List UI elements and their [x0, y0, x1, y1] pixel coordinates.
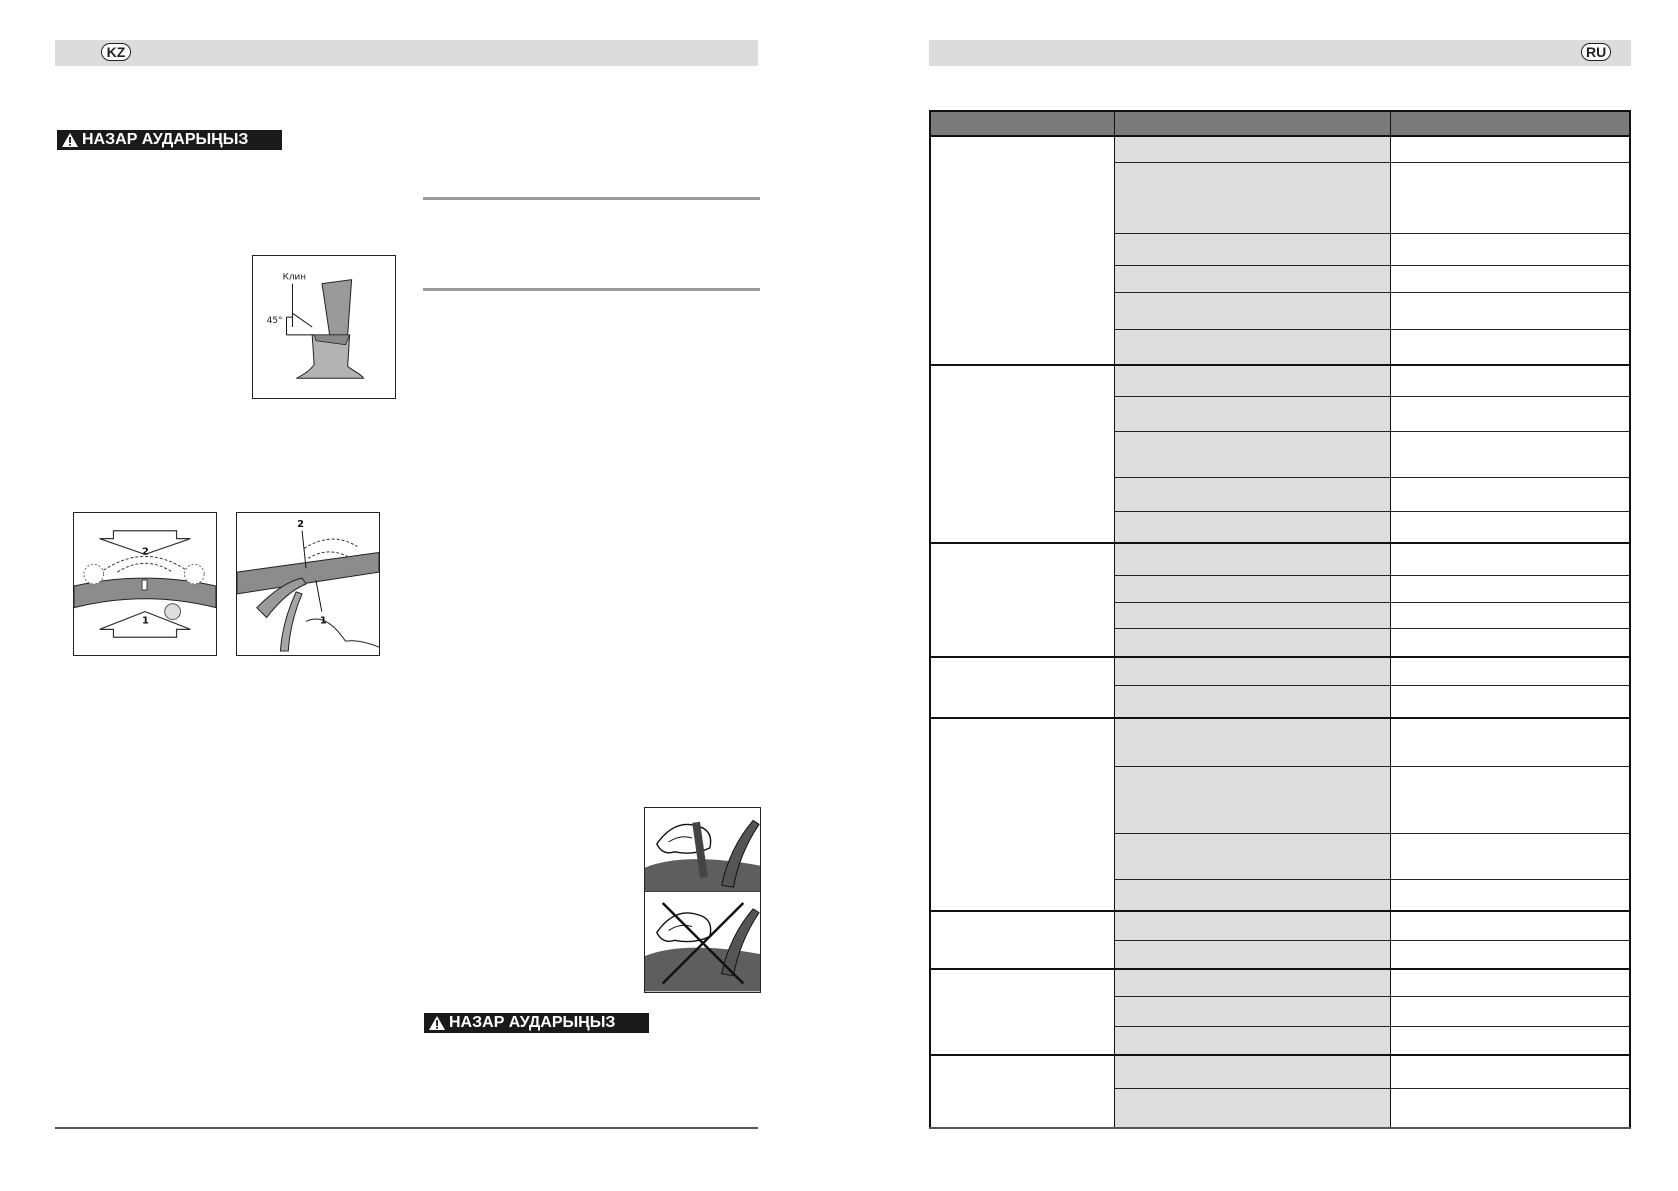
table-group — [931, 658, 1629, 719]
table-row — [1115, 512, 1629, 542]
cause-cell — [1115, 941, 1391, 968]
table-row — [1115, 686, 1629, 717]
remedy-cell — [1391, 603, 1629, 628]
cause-cell — [1115, 1089, 1391, 1127]
branch-cut-illustration — [236, 512, 380, 656]
remedy-cell — [1391, 576, 1629, 602]
remedy-cell — [1391, 941, 1629, 968]
remedy-cell — [1391, 658, 1629, 685]
header-bar-kz — [55, 40, 758, 66]
remedy-cell — [1391, 1089, 1629, 1127]
cause-cell — [1115, 576, 1391, 602]
table-row — [1115, 970, 1629, 997]
cause-cell — [1115, 658, 1391, 685]
cause-cell — [1115, 912, 1391, 940]
problem-cell — [931, 137, 1115, 364]
table-row — [1115, 478, 1629, 512]
remedy-cell — [1391, 137, 1629, 162]
right-page — [839, 0, 1678, 1191]
problem-cell — [931, 366, 1115, 542]
table-row — [1115, 719, 1629, 767]
table-row — [1115, 293, 1629, 330]
problem-cell — [931, 970, 1115, 1054]
handle-grip-illustration — [644, 807, 761, 993]
cause-cell — [1115, 767, 1391, 833]
table-group — [931, 970, 1629, 1056]
problem-cell — [931, 658, 1115, 717]
table-row — [1115, 1089, 1629, 1127]
remedy-cell — [1391, 330, 1629, 364]
warning-label-text: НАЗАР АУДАРЫҢЫЗ — [82, 131, 249, 148]
remedy-cell — [1391, 432, 1629, 477]
warning-label-text: НАЗАР АУДАРЫҢЫЗ — [449, 1014, 616, 1031]
cause-cell — [1115, 629, 1391, 656]
remedy-cell — [1391, 366, 1629, 396]
header-cause — [1115, 112, 1391, 135]
remedy-cell — [1391, 234, 1629, 265]
table-row — [1115, 880, 1629, 910]
branch-tension-drawing — [74, 513, 216, 655]
table-row — [1115, 234, 1629, 266]
cause-cell — [1115, 478, 1391, 511]
table-row — [1115, 912, 1629, 941]
table-row — [1115, 603, 1629, 629]
remedy-cell — [1391, 767, 1629, 833]
table-row — [1115, 366, 1629, 397]
position-label: 2 — [142, 546, 149, 558]
remedy-cell — [1391, 163, 1629, 233]
cause-cell — [1115, 880, 1391, 910]
table-row — [1115, 432, 1629, 478]
header-bar-ru — [929, 40, 1631, 66]
handle-grip-drawing — [645, 808, 760, 992]
cause-cell — [1115, 1027, 1391, 1054]
table-row — [1115, 997, 1629, 1027]
header-remedy — [1391, 112, 1629, 135]
table-row — [1115, 767, 1629, 834]
cause-cell — [1115, 686, 1391, 717]
branch-tension-illustration — [73, 512, 217, 656]
cause-cell — [1115, 137, 1391, 162]
warning-triangle-icon — [428, 1015, 446, 1031]
remedy-cell — [1391, 719, 1629, 766]
cause-cell — [1115, 997, 1391, 1026]
header-problem — [931, 112, 1115, 135]
remedy-cell — [1391, 834, 1629, 879]
remedy-cell — [1391, 1027, 1629, 1054]
table-row — [1115, 330, 1629, 364]
remedy-cell — [1391, 478, 1629, 511]
remedy-cell — [1391, 397, 1629, 431]
cause-cell — [1115, 970, 1391, 996]
table-row — [1115, 137, 1629, 163]
remedy-cell — [1391, 1056, 1629, 1088]
table-header — [931, 112, 1629, 137]
table-group — [931, 137, 1629, 366]
footer-rule — [55, 1127, 758, 1129]
wedge-felling-illustration — [252, 255, 396, 399]
footer-rule — [929, 1127, 1631, 1129]
table-row — [1115, 163, 1629, 234]
table-group — [931, 912, 1629, 970]
remedy-cell — [1391, 512, 1629, 542]
branch-cut-drawing — [237, 513, 379, 655]
table-row — [1115, 397, 1629, 432]
position-label: 1 — [142, 615, 149, 627]
remedy-cell — [1391, 266, 1629, 292]
remedy-cell — [1391, 629, 1629, 656]
table-row — [1115, 658, 1629, 686]
remedy-cell — [1391, 544, 1629, 575]
cause-cell — [1115, 293, 1391, 329]
remedy-cell — [1391, 970, 1629, 996]
cause-cell — [1115, 834, 1391, 879]
remedy-cell — [1391, 912, 1629, 940]
table-row — [1115, 834, 1629, 880]
angle-label: 45° — [266, 316, 283, 327]
cause-cell — [1115, 266, 1391, 292]
table-row — [1115, 1027, 1629, 1054]
wedge-drawing — [253, 256, 395, 398]
problem-cell — [931, 912, 1115, 968]
problem-cell — [931, 544, 1115, 656]
table-row — [1115, 576, 1629, 603]
section-divider — [423, 197, 760, 200]
cause-cell — [1115, 397, 1391, 431]
table-group — [931, 366, 1629, 544]
problem-cell — [931, 1056, 1115, 1127]
table-row — [1115, 629, 1629, 656]
troubleshooting-table — [929, 110, 1631, 1129]
table-group — [931, 544, 1629, 658]
position-label: 1 — [319, 615, 327, 627]
language-badge-kz: KZ — [101, 43, 131, 61]
cause-cell — [1115, 603, 1391, 628]
remedy-cell — [1391, 293, 1629, 329]
warning-label — [57, 130, 282, 150]
warning-label — [424, 1013, 649, 1033]
remedy-cell — [1391, 997, 1629, 1026]
table-row — [1115, 1056, 1629, 1089]
table-group — [931, 719, 1629, 912]
remedy-cell — [1391, 686, 1629, 717]
position-label: 2 — [297, 518, 305, 530]
table-group — [931, 1056, 1629, 1127]
wedge-label: Клин — [282, 272, 307, 283]
table-row — [1115, 266, 1629, 293]
remedy-cell — [1391, 880, 1629, 910]
cause-cell — [1115, 330, 1391, 364]
cause-cell — [1115, 1056, 1391, 1088]
table-row — [1115, 941, 1629, 968]
section-divider — [423, 288, 760, 291]
warning-triangle-icon — [61, 132, 79, 148]
cause-cell — [1115, 234, 1391, 265]
language-badge-ru: RU — [1581, 43, 1611, 61]
table-row — [1115, 544, 1629, 576]
cause-cell — [1115, 366, 1391, 396]
problem-cell — [931, 719, 1115, 910]
cause-cell — [1115, 163, 1391, 233]
cause-cell — [1115, 719, 1391, 766]
cause-cell — [1115, 544, 1391, 575]
cause-cell — [1115, 512, 1391, 542]
cause-cell — [1115, 432, 1391, 477]
